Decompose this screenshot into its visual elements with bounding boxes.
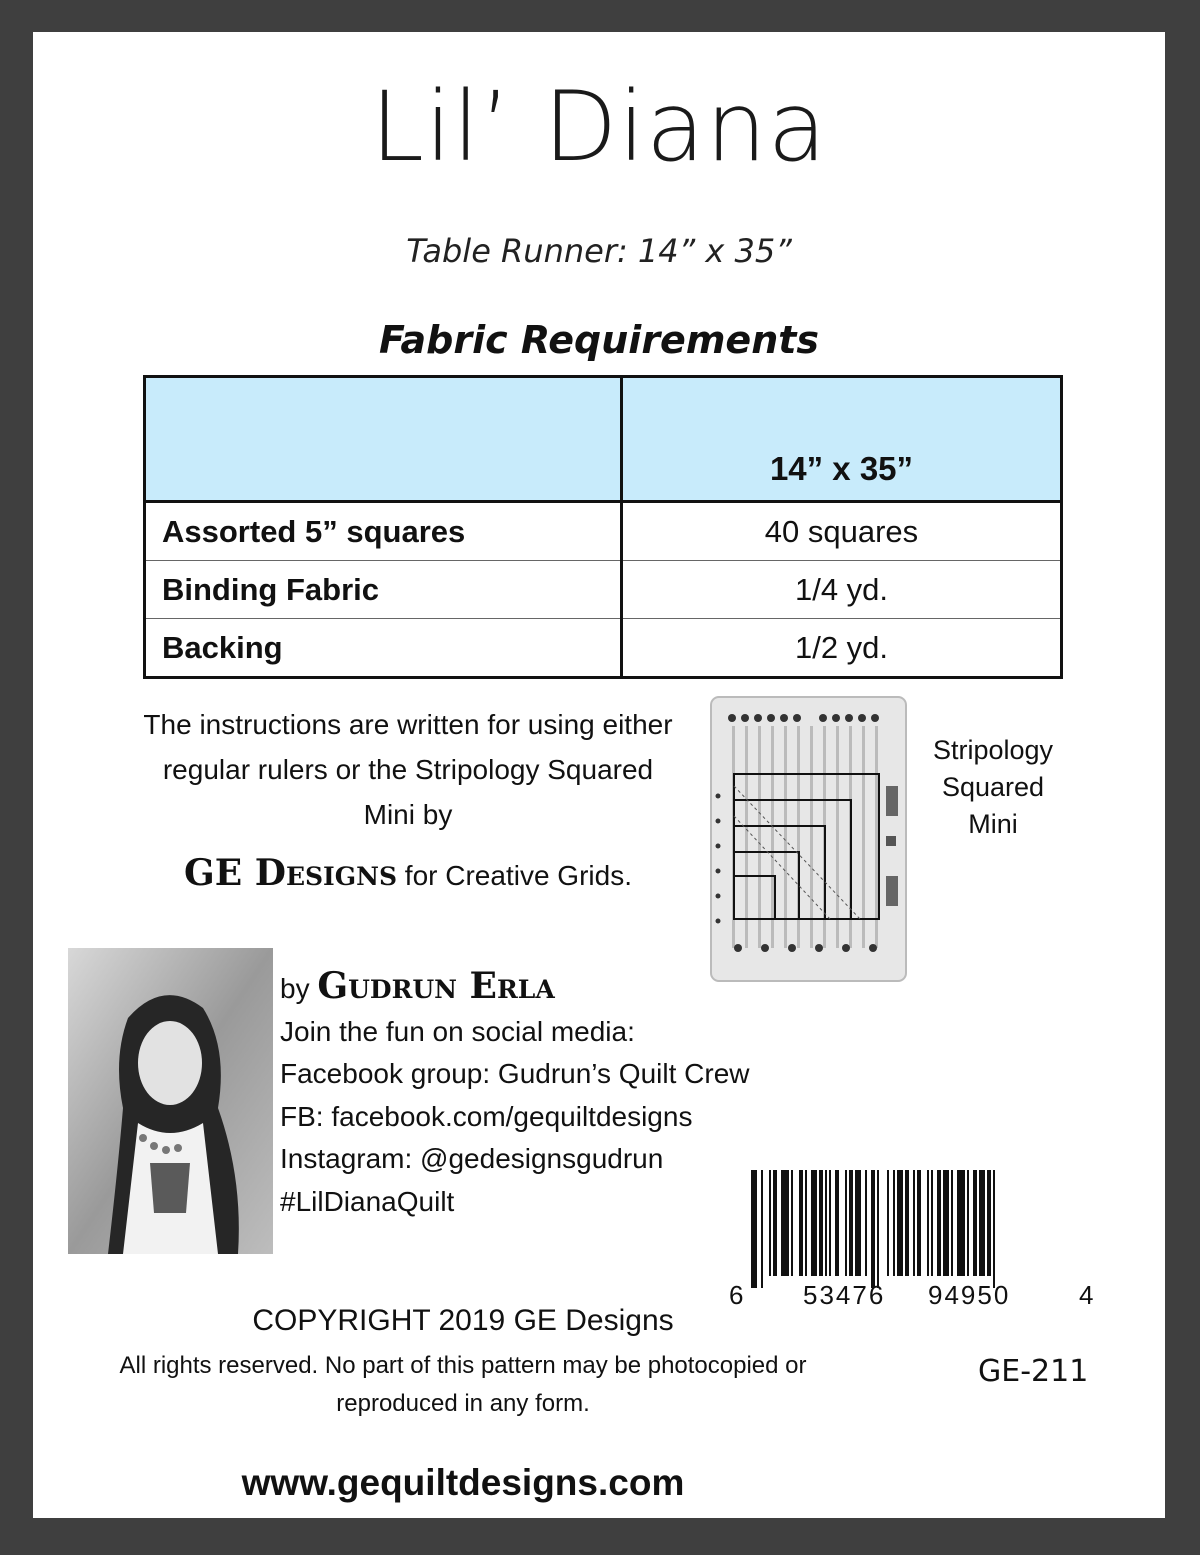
barcode-bar xyxy=(819,1170,823,1276)
brand-name: GE Designs xyxy=(184,852,398,894)
barcode-bar xyxy=(937,1170,941,1276)
page-title: Lil’ Diana xyxy=(370,71,828,183)
table-header-row xyxy=(145,377,1062,502)
bio-line: FB: facebook.com/gequiltdesigns xyxy=(280,1100,693,1132)
barcode-bar xyxy=(943,1170,949,1276)
fabric-item: Assorted 5” squares xyxy=(145,502,622,561)
barcode-bar xyxy=(913,1170,915,1276)
table-row xyxy=(145,561,1062,619)
barcode-bar xyxy=(897,1170,903,1276)
brand-suffix: for Creative Grids. xyxy=(397,860,632,891)
table-row xyxy=(145,619,1062,678)
barcode-digit: 53476 xyxy=(803,1280,886,1310)
barcode-bar xyxy=(893,1170,895,1276)
instructions-line: The instructions are written for using either xyxy=(143,709,673,740)
barcode-bar xyxy=(993,1170,995,1288)
instructions-text xyxy=(123,702,693,837)
bio-line: #LilDianaQuilt xyxy=(280,1185,455,1217)
barcode-bar xyxy=(917,1170,921,1276)
author-portrait xyxy=(68,948,273,1254)
author-by: by xyxy=(280,973,318,1004)
barcode xyxy=(723,1170,1103,1310)
barcode-bar xyxy=(751,1170,757,1288)
barcode-bar xyxy=(979,1170,985,1276)
barcode-bar xyxy=(811,1170,817,1276)
author-byline xyxy=(280,965,750,1011)
instructions-line: regular rulers or the Stripology Squared xyxy=(162,754,654,785)
barcode-bar xyxy=(951,1170,953,1276)
table-header-empty-cell xyxy=(145,377,622,502)
fabric-requirements-heading: Fabric Requirements xyxy=(378,318,820,362)
barcode-bar xyxy=(835,1170,839,1276)
barcode-bar xyxy=(905,1170,909,1276)
barcode-bar xyxy=(987,1170,991,1276)
fabric-requirements-table xyxy=(143,375,1063,679)
barcode-bar xyxy=(845,1170,847,1276)
brand-line xyxy=(123,852,693,894)
barcode-bar xyxy=(855,1170,861,1276)
barcode-bar xyxy=(931,1170,933,1276)
copyright: COPYRIGHT 2019 GE Designs xyxy=(252,1304,674,1337)
author-name: Gudrun Erla xyxy=(317,965,555,1007)
table-header-size: 14” x 35” xyxy=(622,377,1062,502)
barcode-bar xyxy=(791,1170,793,1276)
pattern-code: GE-211 xyxy=(978,1354,1089,1389)
author-photo xyxy=(68,948,273,1254)
barcode-bar xyxy=(761,1170,763,1288)
ruler-image xyxy=(710,696,907,982)
ruler-illustration xyxy=(710,696,907,982)
barcode-bar xyxy=(829,1170,831,1276)
page-subtitle: Table Runner: 14” x 35” xyxy=(406,232,792,270)
barcode-bar xyxy=(769,1170,771,1276)
table-row xyxy=(145,502,1062,561)
fabric-amount: 40 squares xyxy=(622,502,1062,561)
barcode-bar xyxy=(927,1170,929,1276)
barcode-bar xyxy=(825,1170,827,1276)
barcode-bar xyxy=(805,1170,807,1276)
barcode-bar xyxy=(967,1170,969,1276)
barcode-bar xyxy=(799,1170,803,1276)
barcode-bar xyxy=(773,1170,777,1276)
barcode-bar xyxy=(849,1170,853,1276)
barcode-digit: 94950 xyxy=(928,1280,1011,1310)
barcode-bar xyxy=(865,1170,867,1276)
ruler-label-line: Stripology xyxy=(932,735,1054,765)
ruler-label-line: Mini xyxy=(968,809,1018,839)
barcode-bar xyxy=(957,1170,965,1276)
pattern-back-cover xyxy=(33,32,1165,1518)
website-link[interactable]: www.gequiltdesigns.com xyxy=(241,1462,685,1503)
fabric-amount: 1/4 yd. xyxy=(622,561,1062,619)
fabric-item: Binding Fabric xyxy=(145,561,622,619)
fabric-amount: 1/2 yd. xyxy=(622,619,1062,678)
barcode-digit: 6 xyxy=(729,1280,744,1310)
bio-line: Instagram: @gedesignsgudrun xyxy=(280,1143,664,1174)
fabric-item: Backing xyxy=(145,619,622,678)
rights-line: All rights reserved. No part of this pattern may be photocopied or xyxy=(119,1352,807,1379)
barcode-bar xyxy=(871,1170,875,1288)
bio-line: Facebook group: Gudrun’s Quilt Crew xyxy=(280,1058,750,1089)
ruler-label xyxy=(913,732,1073,843)
barcode-bars xyxy=(723,1170,1103,1310)
barcode-bar xyxy=(877,1170,879,1288)
author-bio xyxy=(280,965,750,1223)
rights-notice xyxy=(73,1347,853,1423)
barcode-bar xyxy=(887,1170,889,1276)
barcode-digit: 4 xyxy=(1079,1280,1094,1310)
barcode-bar xyxy=(781,1170,789,1276)
bio-line: Join the fun on social media: xyxy=(280,1015,635,1047)
rights-line: reproduced in any form. xyxy=(336,1390,590,1417)
barcode-bar xyxy=(973,1170,977,1276)
instructions-line: Mini by xyxy=(363,799,453,830)
ruler-label-line: Squared xyxy=(941,772,1045,802)
